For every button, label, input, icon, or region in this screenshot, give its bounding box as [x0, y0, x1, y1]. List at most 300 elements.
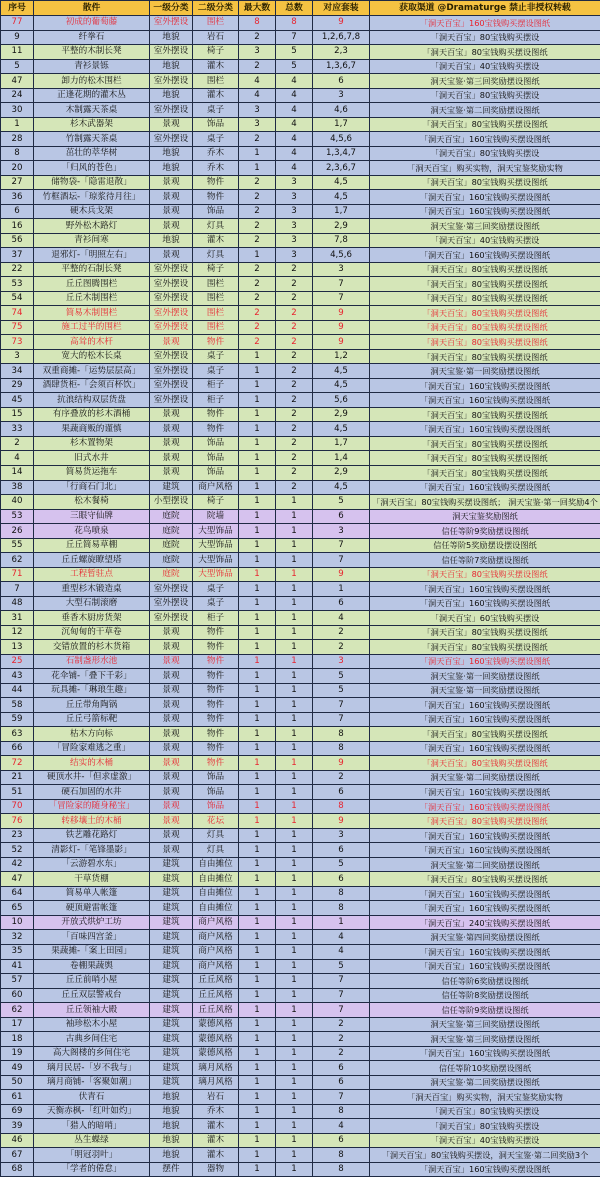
cell-total: 1: [276, 1148, 313, 1163]
cell-sets: 2: [313, 1017, 370, 1032]
cell-max: 1: [239, 407, 276, 422]
cell-id: 47: [1, 74, 34, 89]
cell-category-1: 地貌: [150, 1104, 193, 1119]
cell-item-name: 退邪灯-「明照左右」: [34, 248, 150, 263]
cell-source: 「洞天百宝」160宝钱购买摆设图纸: [370, 204, 600, 219]
cell-max: 1: [239, 727, 276, 742]
cell-max: 1: [239, 451, 276, 466]
cell-category-2: 物件: [193, 712, 239, 727]
cell-category-2: 乔木: [193, 146, 239, 161]
table-row: [1, 756, 600, 771]
cell-id: 3: [1, 349, 34, 364]
cell-sets: 9: [313, 320, 370, 335]
cell-total: 2: [276, 291, 313, 306]
cell-max: 1: [239, 872, 276, 887]
col-header-category-2: 二级分类: [193, 1, 239, 16]
cell-id: 65: [1, 901, 34, 916]
cell-source: 洞天宝鉴·第一回奖励摆设图纸: [370, 669, 600, 684]
cell-total: 1: [276, 538, 313, 553]
cell-category-1: 小型摆设: [150, 495, 193, 510]
cell-id: 36: [1, 190, 34, 205]
cell-category-2: 围栏: [193, 277, 239, 292]
cell-item-name: 储物袋-「隐雷退散」: [34, 175, 150, 190]
cell-max: 1: [239, 480, 276, 495]
cell-item-name: 重型杉木锻造桌: [34, 582, 150, 597]
cell-category-1: 景观: [150, 683, 193, 698]
cell-sets: 2: [313, 625, 370, 640]
cell-category-1: 景观: [150, 625, 193, 640]
cell-id: 53: [1, 277, 34, 292]
cell-item-name: 平整的木制长凳: [34, 45, 150, 60]
cell-max: 1: [239, 712, 276, 727]
table-row: [1, 669, 600, 684]
cell-source: 洞天宝鉴·第二回奖励摆设图纸: [370, 1075, 600, 1090]
col-header-max: 最大数: [239, 1, 276, 16]
cell-source: 「洞天百宝」80宝钱购买摆设图纸: [370, 727, 600, 742]
cell-id: 6: [1, 204, 34, 219]
cell-sets: 1,2,6,7,8: [313, 30, 370, 45]
cell-item-name: 三眼守仙牌: [34, 509, 150, 524]
cell-category-1: 景观: [150, 451, 193, 466]
cell-id: 59: [1, 712, 34, 727]
cell-category-2: 岩石: [193, 30, 239, 45]
table-row: [1, 30, 600, 45]
cell-max: 1: [239, 799, 276, 814]
table-row: [1, 175, 600, 190]
cell-id: 35: [1, 945, 34, 960]
cell-category-1: 庭院: [150, 553, 193, 568]
cell-category-2: 饰品: [193, 465, 239, 480]
cell-item-name: 天衡赤枫-「红叶如灼」: [34, 1104, 150, 1119]
cell-sets: 6: [313, 872, 370, 887]
cell-source: 「洞天百宝」160宝钱购买摆设图纸: [370, 248, 600, 263]
cell-category-2: 物件: [193, 335, 239, 350]
cell-id: 26: [1, 524, 34, 539]
table-row: [1, 219, 600, 234]
table-row: [1, 640, 600, 655]
cell-category-2: 物件: [193, 407, 239, 422]
cell-total: 2: [276, 422, 313, 437]
cell-id: 68: [1, 1162, 34, 1177]
cell-item-name: 木制露天茶桌: [34, 103, 150, 118]
cell-total: 1: [276, 741, 313, 756]
cell-sets: 6: [313, 785, 370, 800]
cell-source: 「洞天百宝」80宝钱购买摆设图纸: [370, 262, 600, 277]
cell-item-name: 「云游碧水东」: [34, 857, 150, 872]
cell-category-1: 建筑: [150, 1075, 193, 1090]
cell-category-1: 室外摆设: [150, 582, 193, 597]
cell-category-1: 景观: [150, 436, 193, 451]
table-row: [1, 480, 600, 495]
table-row: [1, 872, 600, 887]
cell-item-name: 「明冠羽叶」: [34, 1148, 150, 1163]
cell-id: 9: [1, 30, 34, 45]
cell-total: 4: [276, 74, 313, 89]
cell-max: 8: [239, 16, 276, 31]
cell-source: 「洞天百宝」80宝钱购买摆设图纸: [370, 814, 600, 829]
cell-item-name: 抗浪结构双层货盘: [34, 393, 150, 408]
cell-total: 1: [276, 814, 313, 829]
cell-category-1: 建筑: [150, 872, 193, 887]
cell-max: 2: [239, 190, 276, 205]
cell-id: 61: [1, 1090, 34, 1105]
cell-id: 44: [1, 683, 34, 698]
cell-max: 1: [239, 495, 276, 510]
cell-max: 2: [239, 335, 276, 350]
cell-category-1: 地貌: [150, 88, 193, 103]
cell-category-2: 物件: [193, 625, 239, 640]
cell-item-name: 丘丘弓箭标靶: [34, 712, 150, 727]
cell-sets: 4,5: [313, 364, 370, 379]
cell-category-2: 桌子: [193, 364, 239, 379]
cell-item-name: 垂香木厨房货架: [34, 611, 150, 626]
cell-category-1: 室外摆设: [150, 262, 193, 277]
table-row: [1, 611, 600, 626]
cell-source: 洞天宝鉴·第一回奖励摆设图纸: [370, 683, 600, 698]
table-row: [1, 785, 600, 800]
cell-max: 1: [239, 248, 276, 263]
table-row: [1, 378, 600, 393]
col-header-source: 获取渠道 @Dramaturge 禁止非授权转载: [370, 1, 600, 16]
table-row: [1, 857, 600, 872]
cell-sets: 8: [313, 741, 370, 756]
table-row: [1, 1104, 600, 1119]
cell-sets: 8: [313, 886, 370, 901]
cell-max: 1: [239, 1032, 276, 1047]
table-row: [1, 16, 600, 31]
cell-total: 1: [276, 828, 313, 843]
cell-item-name: 袖珍松木小屋: [34, 1017, 150, 1032]
cell-category-1: 景观: [150, 175, 193, 190]
cell-item-name: 简易木制围栏: [34, 306, 150, 321]
cell-source: 「洞天百宝」80宝钱购买摆设: [370, 30, 600, 45]
cell-total: 2: [276, 378, 313, 393]
cell-id: 57: [1, 974, 34, 989]
cell-sets: 5: [313, 683, 370, 698]
cell-max: 1: [239, 524, 276, 539]
cell-total: 1: [276, 509, 313, 524]
table-row: [1, 683, 600, 698]
table-row: [1, 567, 600, 582]
cell-source: 「洞天百宝」160宝钱购买摆设图纸: [370, 843, 600, 858]
cell-item-name: 茁壮的萃华树: [34, 146, 150, 161]
cell-max: 1: [239, 146, 276, 161]
cell-source: 「洞天百宝」160宝钱购买摆设图纸: [370, 480, 600, 495]
cell-category-2: 自由摊位: [193, 901, 239, 916]
cell-id: 2: [1, 436, 34, 451]
cell-sets: 7: [313, 988, 370, 1003]
cell-sets: 7: [313, 698, 370, 713]
cell-category-2: 饰品: [193, 451, 239, 466]
cell-max: 2: [239, 175, 276, 190]
cell-source: 「洞天百宝」160宝钱购买摆设图纸: [370, 654, 600, 669]
cell-id: 53: [1, 509, 34, 524]
cell-max: 1: [239, 378, 276, 393]
cell-id: 24: [1, 88, 34, 103]
cell-category-1: 地貌: [150, 1133, 193, 1148]
cell-id: 40: [1, 495, 34, 510]
cell-category-2: 大型饰品: [193, 538, 239, 553]
cell-category-1: 室外摆设: [150, 306, 193, 321]
cell-sets: 5: [313, 495, 370, 510]
cell-sets: 4,5,6: [313, 132, 370, 147]
table-row: [1, 451, 600, 466]
cell-max: 1: [239, 1003, 276, 1018]
cell-max: 1: [239, 1017, 276, 1032]
cell-id: 21: [1, 770, 34, 785]
cell-item-name: 施工过半的围栏: [34, 320, 150, 335]
cell-sets: 3: [313, 654, 370, 669]
cell-total: 3: [276, 175, 313, 190]
cell-total: 1: [276, 596, 313, 611]
cell-category-1: 建筑: [150, 886, 193, 901]
cell-category-1: 景观: [150, 741, 193, 756]
cell-item-name: 高耸的木杆: [34, 335, 150, 350]
cell-id: 41: [1, 959, 34, 974]
cell-sets: 7: [313, 1003, 370, 1018]
cell-category-2: 自由摊位: [193, 857, 239, 872]
cell-id: 60: [1, 988, 34, 1003]
cell-max: 2: [239, 233, 276, 248]
cell-total: 4: [276, 88, 313, 103]
cell-category-2: 饰品: [193, 436, 239, 451]
cell-item-name: 杉木置物架: [34, 436, 150, 451]
cell-category-2: 饰品: [193, 204, 239, 219]
cell-category-2: 商户风格: [193, 930, 239, 945]
cell-total: 1: [276, 567, 313, 582]
table-row: [1, 553, 600, 568]
cell-total: 1: [276, 886, 313, 901]
table-body: [1, 16, 600, 1177]
cell-sets: 1,2: [313, 349, 370, 364]
cell-sets: 1,7: [313, 436, 370, 451]
cell-category-2: 围栏: [193, 16, 239, 31]
cell-total: 7: [276, 30, 313, 45]
cell-category-2: 桌子: [193, 582, 239, 597]
cell-id: 43: [1, 669, 34, 684]
cell-category-2: 商户风格: [193, 959, 239, 974]
cell-source: 「洞天百宝」80宝钱购买摆设图纸: [370, 640, 600, 655]
cell-id: 7: [1, 582, 34, 597]
cell-source: 洞天宝鉴奖励图纸: [370, 509, 600, 524]
cell-max: 1: [239, 1162, 276, 1177]
cell-source: 信任等阶5奖励摆设摆设图纸: [370, 538, 600, 553]
cell-id: 12: [1, 625, 34, 640]
cell-category-1: 室外摆设: [150, 320, 193, 335]
cell-item-name: 青衫景铄: [34, 59, 150, 74]
cell-sets: 5,6: [313, 393, 370, 408]
cell-category-1: 景观: [150, 422, 193, 437]
cell-category-2: 璃月风格: [193, 1061, 239, 1076]
cell-category-1: 室外摆设: [150, 16, 193, 31]
cell-source: 「洞天百宝」160宝钱购买摆设图纸: [370, 901, 600, 916]
cell-item-name: 硬木兵戈架: [34, 204, 150, 219]
cell-item-name: 工程暂驻点: [34, 567, 150, 582]
table-row: [1, 436, 600, 451]
cell-max: 1: [239, 828, 276, 843]
cell-sets: 4: [313, 611, 370, 626]
cell-total: 1: [276, 553, 313, 568]
cell-total: 1: [276, 1162, 313, 1177]
cell-max: 1: [239, 538, 276, 553]
cell-max: 1: [239, 567, 276, 582]
cell-id: 22: [1, 262, 34, 277]
cell-sets: 1,3,4,7: [313, 146, 370, 161]
cell-id: 42: [1, 857, 34, 872]
cell-id: 5: [1, 59, 34, 74]
cell-max: 1: [239, 436, 276, 451]
table-row: [1, 698, 600, 713]
cell-item-name: 硬顶水井-「但求虚激」: [34, 770, 150, 785]
cell-max: 1: [239, 625, 276, 640]
cell-max: 1: [239, 1046, 276, 1061]
cell-source: 「洞天百宝」160宝钱购买摆设图纸: [370, 712, 600, 727]
cell-id: 29: [1, 378, 34, 393]
cell-category-1: 景观: [150, 669, 193, 684]
table-row: [1, 843, 600, 858]
cell-source: 「洞天百宝」80宝钱购买摆设: [370, 88, 600, 103]
cell-max: 1: [239, 1061, 276, 1076]
cell-id: 48: [1, 596, 34, 611]
cell-category-2: 院墙: [193, 509, 239, 524]
cell-total: 2: [276, 320, 313, 335]
cell-source: 信任等阶6奖励摆设图纸: [370, 974, 600, 989]
cell-source: 洞天宝鉴·第一回奖励摆设图纸: [370, 364, 600, 379]
cell-id: 23: [1, 828, 34, 843]
cell-category-2: 围栏: [193, 306, 239, 321]
cell-category-1: 景观: [150, 698, 193, 713]
cell-total: 3: [276, 233, 313, 248]
cell-category-1: 建筑: [150, 959, 193, 974]
table-row: [1, 335, 600, 350]
cell-max: 1: [239, 596, 276, 611]
cell-category-2: 桌子: [193, 349, 239, 364]
cell-id: 47: [1, 872, 34, 887]
table-row: [1, 233, 600, 248]
cell-id: 74: [1, 306, 34, 321]
cell-item-name: 纤拳石: [34, 30, 150, 45]
cell-item-name: 硬顶避雷帐篷: [34, 901, 150, 916]
cell-total: 2: [276, 335, 313, 350]
cell-max: 2: [239, 219, 276, 234]
table-row: [1, 132, 600, 147]
cell-total: 1: [276, 1017, 313, 1032]
table-row: [1, 1148, 600, 1163]
cell-sets: 6: [313, 509, 370, 524]
cell-category-2: 蒙德风格: [193, 1017, 239, 1032]
cell-total: 1: [276, 1046, 313, 1061]
cell-category-1: 建筑: [150, 1017, 193, 1032]
cell-total: 1: [276, 640, 313, 655]
cell-item-name: 丘丘前哨小屋: [34, 974, 150, 989]
cell-total: 1: [276, 872, 313, 887]
cell-source: 洞天宝鉴·第四回奖励摆设图纸: [370, 930, 600, 945]
cell-max: 1: [239, 349, 276, 364]
cell-item-name: 丘丘双层警戒台: [34, 988, 150, 1003]
table-row: [1, 74, 600, 89]
cell-category-2: 大型饰品: [193, 553, 239, 568]
table-row: [1, 915, 600, 930]
cell-max: 2: [239, 277, 276, 292]
cell-sets: 8: [313, 1162, 370, 1177]
cell-source: 洞天宝鉴·第三回奖励摆设图纸: [370, 1032, 600, 1047]
cell-id: 58: [1, 698, 34, 713]
cell-source: 「洞天百宝」160宝钱购买摆设图纸: [370, 698, 600, 713]
cell-total: 1: [276, 785, 313, 800]
cell-max: 1: [239, 756, 276, 771]
cell-total: 1: [276, 1104, 313, 1119]
cell-total: 1: [276, 857, 313, 872]
cell-id: 67: [1, 1148, 34, 1163]
cell-sets: 2: [313, 1046, 370, 1061]
cell-sets: 2: [313, 1032, 370, 1047]
cell-category-2: 柜子: [193, 393, 239, 408]
cell-category-1: 室外摆设: [150, 103, 193, 118]
cell-item-name: 丘丘螺旋瞭望塔: [34, 553, 150, 568]
cell-category-1: 庭院: [150, 567, 193, 582]
cell-total: 1: [276, 669, 313, 684]
table-row: [1, 799, 600, 814]
table-row: [1, 524, 600, 539]
cell-item-name: 「百味四宫釜」: [34, 930, 150, 945]
table-row: [1, 1119, 600, 1134]
cell-category-2: 丘丘风格: [193, 1003, 239, 1018]
cell-item-name: 伏青石: [34, 1090, 150, 1105]
cell-item-name: 简易单人帐篷: [34, 886, 150, 901]
cell-category-1: 景观: [150, 756, 193, 771]
table-row: [1, 654, 600, 669]
cell-max: 2: [239, 306, 276, 321]
cell-max: 1: [239, 683, 276, 698]
cell-max: 1: [239, 785, 276, 800]
cell-source: 「洞天百宝」160宝钱购买摆设图纸: [370, 1046, 600, 1061]
cell-item-name: 铁艺雕花路灯: [34, 828, 150, 843]
cell-sets: 4,5: [313, 422, 370, 437]
cell-category-2: 灌木: [193, 1148, 239, 1163]
cell-source: 「洞天百宝」80宝钱购买摆设图纸: [370, 872, 600, 887]
cell-category-1: 景观: [150, 335, 193, 350]
cell-total: 2: [276, 262, 313, 277]
cell-total: 5: [276, 59, 313, 74]
cell-id: 77: [1, 16, 34, 31]
cell-source: 信任等阶9奖励摆设图纸: [370, 1003, 600, 1018]
cell-total: 1: [276, 959, 313, 974]
cell-max: 1: [239, 1119, 276, 1134]
cell-sets: 5: [313, 669, 370, 684]
cell-total: 2: [276, 364, 313, 379]
cell-item-name: 璃月民居-「岁不我与」: [34, 1061, 150, 1076]
table-row: [1, 422, 600, 437]
cell-source: 「洞天百宝」购买实物，洞天宝鉴奖励实物: [370, 1090, 600, 1105]
cell-item-name: 旧式水井: [34, 451, 150, 466]
table-row: [1, 277, 600, 292]
cell-item-name: 花伞铺-「叠下千彩」: [34, 669, 150, 684]
cell-max: 2: [239, 132, 276, 147]
cell-sets: 4,5,6: [313, 248, 370, 263]
cell-item-name: 双重商摊-「运势层层高」: [34, 364, 150, 379]
cell-max: 2: [239, 291, 276, 306]
cell-source: 洞天宝鉴·第三回奖励摆设图纸: [370, 219, 600, 234]
cell-item-name: 枯木方向标: [34, 727, 150, 742]
cell-sets: 4,5: [313, 175, 370, 190]
cell-sets: 2,3,6,7: [313, 161, 370, 176]
cell-category-1: 建筑: [150, 974, 193, 989]
table-row: [1, 814, 600, 829]
cell-category-1: 建筑: [150, 1061, 193, 1076]
cell-max: 1: [239, 1075, 276, 1090]
cell-total: 2: [276, 465, 313, 480]
cell-sets: 9: [313, 756, 370, 771]
